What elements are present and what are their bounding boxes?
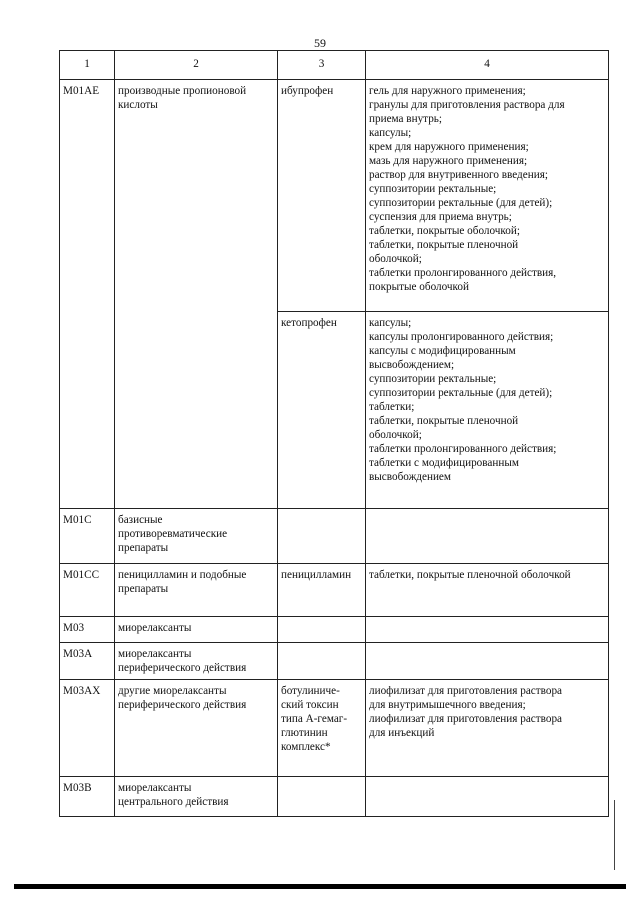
group-cell xyxy=(115,564,278,617)
substance-name: ибупрофен xyxy=(281,85,334,97)
header-row xyxy=(60,51,609,80)
table-row xyxy=(60,643,609,680)
group-name: базисные противоревматические препараты xyxy=(118,514,228,554)
forms-cell xyxy=(366,80,609,312)
page-bottom-bar xyxy=(14,884,626,889)
table-row xyxy=(60,777,609,817)
group-name: другие миорелаксанты периферического действия xyxy=(118,685,247,711)
atc-code: M03AX xyxy=(63,685,101,697)
group-cell xyxy=(115,643,278,680)
group-name: пеницилламин и подобные препараты xyxy=(118,569,247,595)
forms-cell xyxy=(366,509,609,564)
substance-cell xyxy=(278,643,366,680)
forms-cell xyxy=(366,312,609,509)
substance-cell xyxy=(278,312,366,509)
dosage-forms: капсулы; капсулы пролонгированного действия; капсулы с модифицированным высвобождением; суппозитории ректальные; суппозитории ректальные (для детей); таблетки; таблетки, покрытые пленочной оболочкой; таблетки пролонгированного действия; таблетки с модифицированным высвобождением xyxy=(369,317,557,483)
table-row xyxy=(60,509,609,564)
group-cell xyxy=(115,80,278,509)
table-row xyxy=(60,80,609,312)
atc-code-cell xyxy=(60,509,115,564)
atc-code-cell xyxy=(60,643,115,680)
substance-cell xyxy=(278,777,366,817)
group-cell xyxy=(115,617,278,643)
scan-edge-line xyxy=(614,800,615,870)
dosage-forms: гель для наружного применения; гранулы для приготовления раствора для приема внутрь; капсулы; крем для наружного применения; мазь для наружного применения; раствор для внутривенного введения; суппозитории ректальные; суппозитории ректальные (для детей); суспензия для приема внутрь; таблетки, покрытые оболочкой; таблетки, покрытые пленочной оболочкой; таблетки пролонгированного действия, покрытые оболочкой xyxy=(369,85,565,293)
forms-cell xyxy=(366,617,609,643)
group-name: миорелаксанты центрального действия xyxy=(118,782,229,808)
atc-code-cell xyxy=(60,777,115,817)
substance-cell xyxy=(278,80,366,312)
forms-cell xyxy=(366,777,609,817)
atc-code: M03A xyxy=(63,648,93,660)
table-row xyxy=(60,564,609,617)
group-name: миорелаксанты xyxy=(118,622,192,634)
dosage-forms: лиофилизат для приготовления раствора для внутримышечного введения; лиофилизат для приготовления раствора для инъекций xyxy=(369,685,562,739)
page-number: 59 xyxy=(314,36,326,50)
forms-cell xyxy=(366,564,609,617)
forms-cell xyxy=(366,680,609,777)
substance-cell xyxy=(278,617,366,643)
group-name: миорелаксанты периферического действия xyxy=(118,648,247,674)
table-row xyxy=(60,680,609,777)
substance-name: пеницилламин xyxy=(281,569,352,581)
substance-cell xyxy=(278,680,366,777)
substance-name: кетопрофен xyxy=(281,317,337,329)
atc-code-cell xyxy=(60,680,115,777)
substance-cell xyxy=(278,509,366,564)
group-cell xyxy=(115,777,278,817)
group-name: производные пропионовой кислоты xyxy=(118,85,247,111)
atc-code: M01AE xyxy=(63,85,100,97)
column-header-1: 1 xyxy=(60,51,115,80)
column-header-3: 3 xyxy=(278,51,366,80)
atc-code-cell xyxy=(60,564,115,617)
atc-code: M01CC xyxy=(63,569,100,581)
substance-name: ботулиниче- ский токсин типа А-гемаг- глютинин комплекс* xyxy=(281,685,348,753)
dosage-forms: таблетки, покрытые пленочной оболочкой xyxy=(369,569,571,581)
atc-code: M03 xyxy=(63,622,85,634)
atc-code: M01C xyxy=(63,514,92,526)
column-header-4: 4 xyxy=(366,51,609,80)
atc-code-cell xyxy=(60,80,115,509)
atc-code-cell xyxy=(60,617,115,643)
group-cell xyxy=(115,680,278,777)
column-header-2: 2 xyxy=(115,51,278,80)
drug-table xyxy=(59,50,609,817)
substance-cell xyxy=(278,564,366,617)
atc-code: M03B xyxy=(63,782,92,794)
group-cell xyxy=(115,509,278,564)
table-row xyxy=(60,617,609,643)
forms-cell xyxy=(366,643,609,680)
